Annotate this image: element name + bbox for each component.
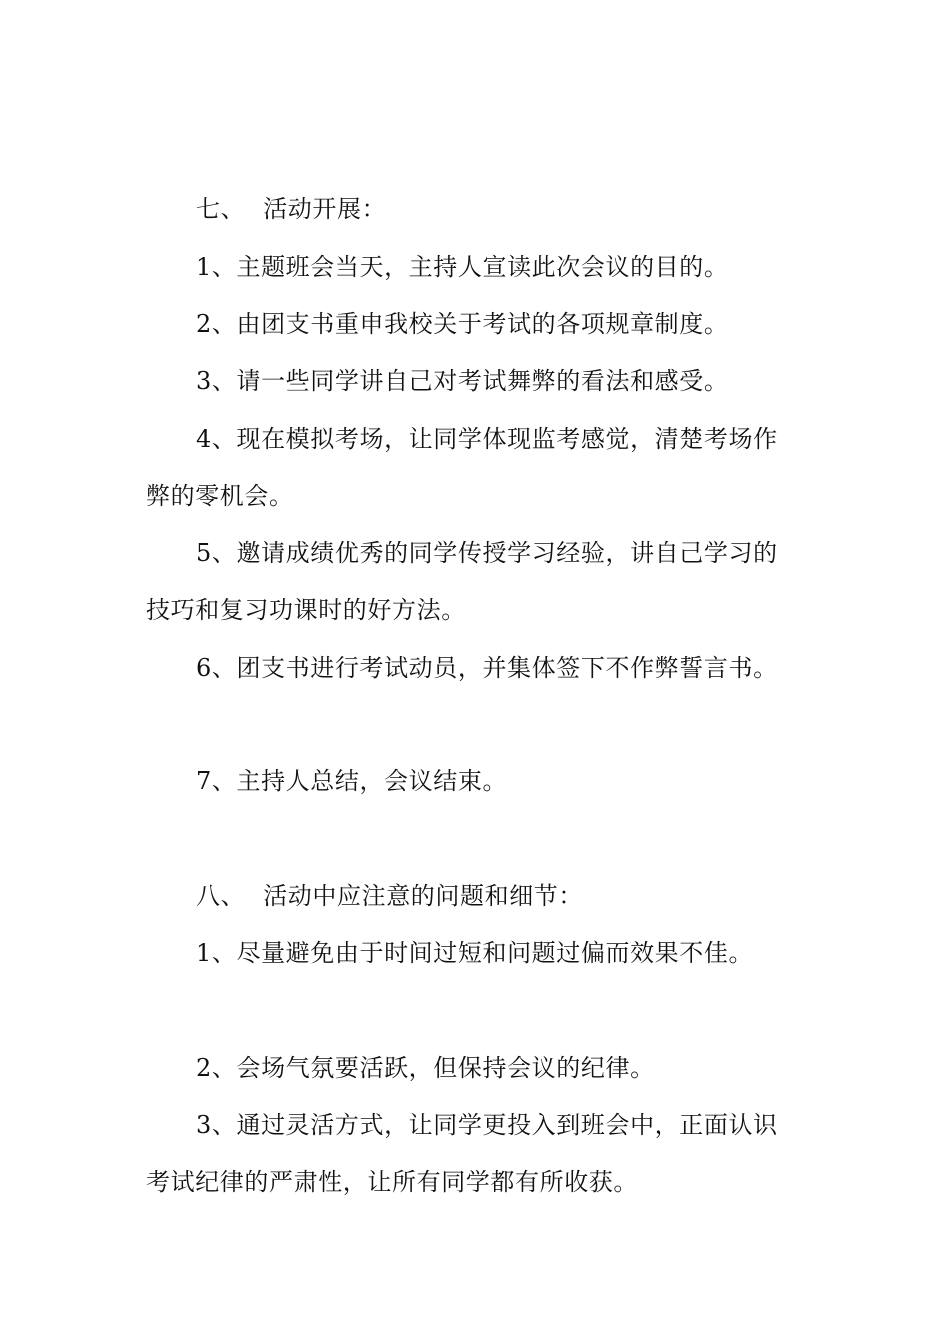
- paragraph-7-4-line-1: 4、现在模拟考场，让同学体现监考感觉，清楚考场作: [196, 425, 778, 453]
- section-8-number: 八、: [196, 882, 246, 910]
- paragraph-7-6: 6、团支书进行考试动员，并集体签下不作弊誓言书。: [196, 654, 778, 682]
- section-7-heading: [0, 194, 950, 224]
- paragraph-8-3-line-1: 3、通过灵活方式，让同学更投入到班会中，正面认识: [196, 1111, 778, 1139]
- section-8-title: 活动中应注意的问题和细节：: [263, 882, 584, 910]
- paragraph-8-3-line-2: 考试纪律的严肃性，让所有同学都有所收获。: [146, 1168, 638, 1196]
- paragraph-7-5-line-1: 5、邀请成绩优秀的同学传授学习经验，讲自己学习的: [196, 539, 778, 567]
- paragraph-7-3: 3、请一些同学讲自己对考试舞弊的看法和感受。: [196, 367, 729, 395]
- paragraph-7-4-line-2: 弊的零机会。: [146, 482, 294, 510]
- paragraph-7-7: 7、主持人总结，会议结束。: [196, 767, 508, 795]
- section-8-heading: [0, 881, 950, 911]
- section-7-number: 七、: [196, 195, 246, 223]
- paragraph-7-1: 1、主题班会当天，主持人宣读此次会议的目的。: [196, 253, 729, 281]
- paragraph-8-2: 2、会场气氛要活跃，但保持会议的纪律。: [196, 1054, 655, 1082]
- section-7-title: 活动开展：: [263, 195, 387, 223]
- paragraph-7-2: 2、由团支书重申我校关于考试的各项规章制度。: [196, 310, 729, 338]
- paragraph-8-1: 1、尽量避免由于时间过短和问题过偏而效果不佳。: [196, 939, 754, 967]
- paragraph-7-5-line-2: 技巧和复习功课时的好方法。: [146, 596, 466, 624]
